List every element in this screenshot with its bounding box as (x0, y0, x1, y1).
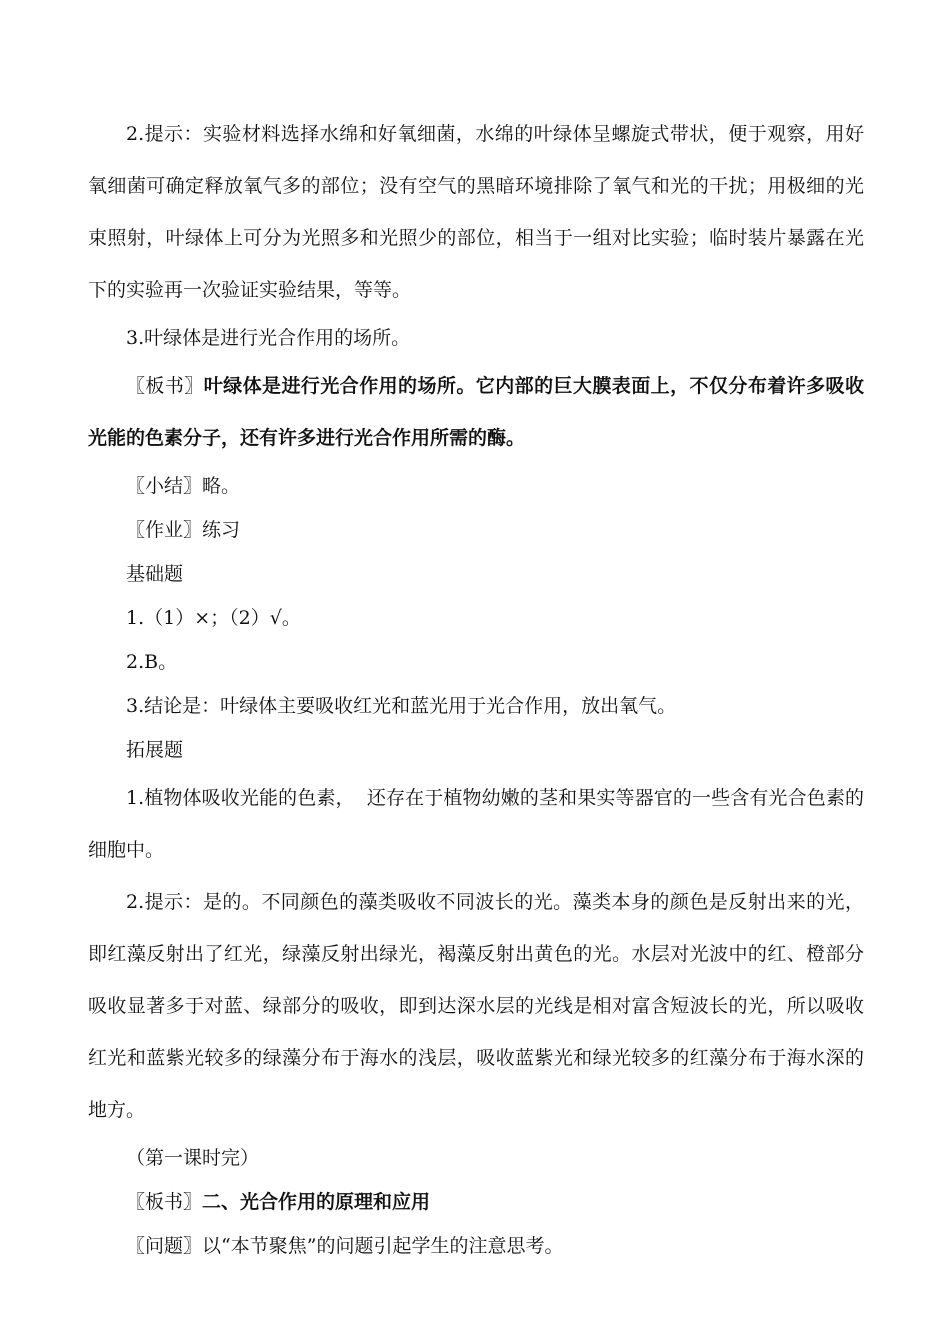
question-text: 以“本节聚焦”的问题引起学生的注意思考。 (202, 1235, 564, 1257)
paragraph-summary: 〖小结〗略。 (126, 475, 241, 497)
paragraph-point-3: 3.叶绿体是进行光合作用的场所。 (126, 327, 411, 349)
answer-extend-2: 2.提示：是的。不同颜色的藻类吸收不同波长的光。藻类本身的颜色是反射出来的光，即红藻反射出了红光，绿藻反射出绿光，褐藻反射出黄色的光。水层对光波中的红、橙部分吸收显著多于对蓝、绿部分的吸收，即到达深水层的光线是相对富含短波长的光，所以吸收红光和蓝紫光较多的绿藻分布于海水的浅层，吸收蓝紫光和绿光较多的红藻分布于海水深的地方。 (88, 891, 864, 1121)
paragraph-question (88, 1224, 864, 1268)
paragraph-board-2 (88, 1180, 864, 1224)
answer-basic-3: 3.结论是：叶绿体主要吸收红光和蓝光用于光合作用，放出氧气。 (126, 695, 677, 717)
paragraph-hint-2: 2.提示：实验材料选择水绵和好氧细菌，水绵的叶绿体呈螺旋式带状，便于观察，用好氧细菌可确定释放氧气多的部位；没有空气的黑暗环境排除了氧气和光的干扰；用极细的光束照射，叶绿体上可分为光照多和光照少的部位，相当于一组对比实验；临时装片暴露在光下的实验再一次验证实验结果，等等。 (88, 123, 864, 301)
paragraph-board-1 (88, 360, 864, 464)
answer-extend-1: 1.植物体吸收光能的色素， 还存在于植物幼嫩的茎和果实等器官的一些含有光合色素的细胞中。 (88, 787, 864, 861)
board-label: 〖板书〗 (126, 1191, 203, 1213)
answer-basic-1: 1.（1）×；（2）√。 (126, 607, 301, 629)
board-label: 〖板书〗 (126, 375, 204, 397)
paragraph-homework: 〖作业〗练习 (126, 519, 241, 541)
heading-extend: 拓展题 (126, 739, 184, 761)
board-text: 叶绿体是进行光合作用的场所。它内部的巨大膜表面上，不仅分布着许多吸收光能的色素分子，还有许多进行光合作用所需的酶。 (88, 375, 864, 449)
heading-basic: 基础题 (126, 563, 184, 585)
document-page (88, 108, 864, 1268)
board-text: 二、光合作用的原理和应用 (202, 1191, 431, 1213)
question-label: 〖问题〗 (126, 1235, 203, 1257)
answer-basic-2: 2.B。 (126, 651, 178, 673)
paragraph-end-lesson: （第一课时完） (126, 1147, 260, 1169)
